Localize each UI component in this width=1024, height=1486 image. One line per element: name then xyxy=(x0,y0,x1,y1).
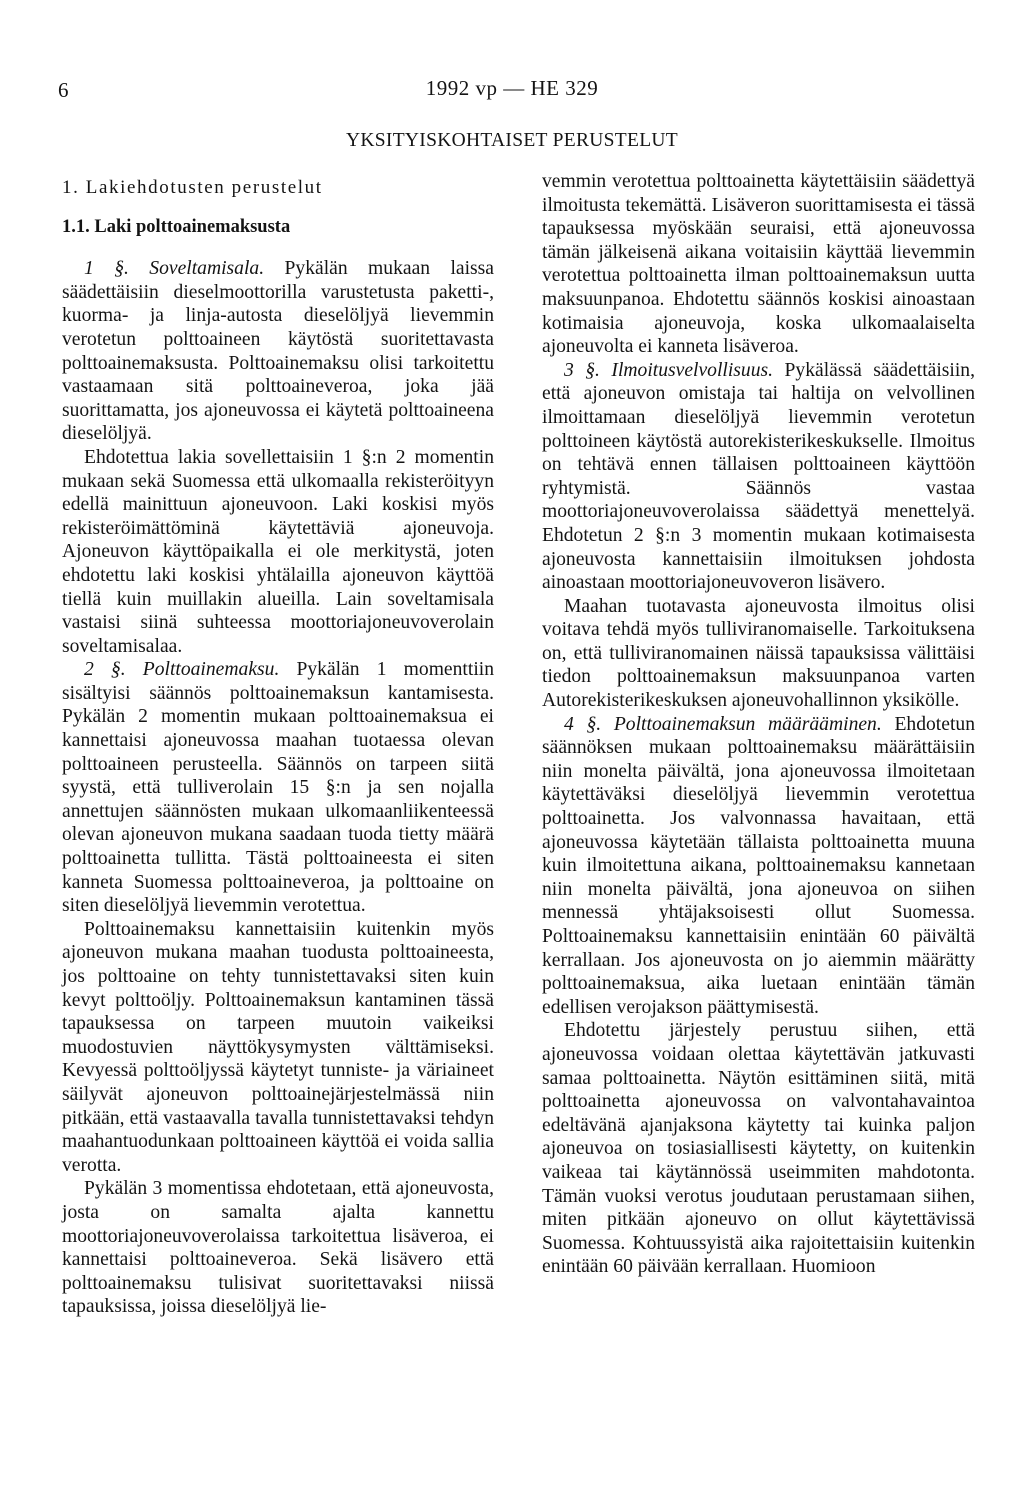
paragraph-arrangement: Ehdotettu järjestely perustuu siihen, että ajoneuvossa voidaan olettaa käytettävän jatkuvasti samaa polttoainetta. Näytön esittäminen siitä, mitä polttoainetta ajoneuvossa on valvontahavaintoa edeltävänä ajanjaksona käytetty tai kuinka paljon ajoneuvoa on tosiasiallisesti käytetty, on kuitenkin vaikeaa tai käytännössä useimmiten mahdotonta. Tämän vuoksi verotus joudutaan perustamaan siihen, miten pitkään ajoneuvo on ollut käytettävissä Suomessa. Kohtuussyistä aika rajoitettaisiin kuitenkin enintään 60 päivään kerrallaan. Huomioon xyxy=(542,1020,975,1278)
left-column xyxy=(62,170,494,1319)
paragraph-imported-fuel: Polttoainemaksu kannettaisiin kuitenkin myös ajoneuvon mukana maahan tuodusta polttoaineesta, jos polttoaine on tehty tunnistettavaksi siten kuin kevyt polttoöljy. Polttoainemaksun kantaminen tässä tapauksessa on tarpeen muutoin vaikeiksi muodostuvien näyttökysymysten välttämiseksi. Kevyessä polttoöljyssä käytetyt tunniste- ja väriaineet säilyvät ajoneuvon polttoainejärjestelmässä niin pitkään, että vastaavalla tavalla tunnistettavaksi tehdyn maahantuodunkaan polttoaineen käyttöä ei voida sallia verotta. xyxy=(62,918,494,1176)
section-1-text: Pykälän mukaan laissa säädettäisiin dieselmoottorilla varustetusta paketti-, kuorma- ja linja-autosta dieselöljyä lievemmin verotetun polttoaineen käytöstä suoritettavasta polttoainemaksusta. Polttoainemaksu olisi tarkoitettu vastaamaan sitä polttoaineveroa, joka jää suorittamatta, jos ajoneuvossa ei käytetä polttoaineena dieselöljyä. xyxy=(62,258,494,445)
paragraph-scope: Ehdotettua lakia sovellettaisiin 1 §:n 2 momentin mukaan sekä Suomessa että ulkomaalla rekisteröityyn edellä mainittuun ajoneuvoon. Laki koskisi myös rekisteröimättöminä käytettäviä ajoneuvoja. Ajoneuvon käyttöpaikalla ei ole merkitystä, joten ehdotettu laki koskisi yhtälailla ajoneuvon käyttöä tiellä kuin muillakin alueilla. Lain soveltamisala vastaisi siinä suhteessa moottoriajoneuvoverolain soveltamisalaa. xyxy=(62,446,494,657)
paragraph-section-2 xyxy=(62,658,494,918)
heading-lakiehdotusten-perustelut: 1. Lakiehdotusten perustelut xyxy=(62,177,323,198)
paragraph-customs: Maahan tuotavasta ajoneuvosta ilmoitus olisi voitava tehdä myös tulliviranomaiselle. Tarkoituksena on, että tulliviranomainen näissä tapauksissa välittäisi tiedon polttoainemaksun maksuunpanoa varten Autorekisterikeskuksen ajoneuvohallinnon yksikölle. xyxy=(542,595,975,712)
right-column xyxy=(542,170,975,1279)
paragraph-section-1 xyxy=(62,257,494,446)
running-head: 1992 vp — HE 329 xyxy=(425,76,599,100)
paragraph-moment-3: Pykälän 3 momentissa ehdotetaan, että ajoneuvosta, josta on samalta ajalta kannettu moottoriajoneuvoverolaissa tarkoitettua lisäveroa, ei kannettaisi polttoaineveroa. Sekä lisävero että polttoainemaksu tulisivat suoritettavaksi niissä tapauksissa, joissa dieselöljyä lie- xyxy=(62,1178,494,1318)
paragraph-section-3 xyxy=(542,359,975,595)
section-2-text: Pykälän 1 momenttiin sisältyisi säännös polttoainemaksun kantamisesta. Pykälän 2 momentin mukaan polttoainemaksua ei kannettaisi ajoneuvossa maahan tuotaessa olevan polttoaineen perusteella. Säännös on tarpeen siitä syystä, että tulliverolain 15 §:n ja sen nojalla annettujen säännösten mukaan ulkomaanliikenteessä olevan ajoneuvon mukana saadaan tuoda tietty määrä polttoainetta tullitta. Tästä polttoaineesta ei siten kanneta Suomessa polttoaineveroa, ja polttoaine on siten dieselöljyä lievemmin verotettua. xyxy=(62,659,495,917)
page-number: 6 xyxy=(58,78,69,102)
paragraph-continued: vemmin verotettua polttoainetta käytettäisiin säädettyä ilmoitusta tekemättä. Lisäveron suorittamisesta ei tässä tapauksessa myöskään seuraisi, että ajoneuvossa tämän jälkeisenä aikana voitaisiin käyttää lievemmin verotettua polttoainetta ilman polttoainemaksun uutta maksuunpanoa. Ehdotettu säännös koskisi ainoastaan kotimaisia ajoneuvoja, koska ulkomaalaiselta ajoneuvolta ei kanneta lisäveroa. xyxy=(542,171,975,358)
section-2-heading: 2 §. Polttoainemaksu. xyxy=(84,659,280,681)
paragraph-section-4 xyxy=(542,713,975,1020)
section-3-heading: 3 §. Ilmoitusvelvollisuus. xyxy=(564,359,774,381)
heading-laki-polttoainemaksusta: 1.1. Laki polttoainemaksusta xyxy=(62,216,291,237)
section-title: YKSITYISKOHTAISET PERUSTELUT xyxy=(345,130,679,151)
section-4-heading: 4 §. Polttoainemaksun määrääminen. xyxy=(564,713,882,735)
section-3-text: Pykälässä säädettäisiin, että ajoneuvon omistaja tai haltija on velvollinen ilmoittamaan dieselöljyä lievemmin verotetun polttoineen käytöstä autorekisterikeskukselle. Ilmoitus on tehtävä ennen tällaisen polttoaineen käyttöön ryhtymistä. Säännös vastaa moottoriajoneuvoverolaissa säädettyä menettelyä. Ehdotetun 2 §:n 3 momentin mukaan kotimaisesta ajoneuvosta kannettaisiin ilmoituksen johdosta ainoastaan moottoriajoneuvoveron lisävero. xyxy=(542,359,975,594)
section-1-heading: 1 §. Soveltamisala. xyxy=(84,258,265,280)
section-4-text: Ehdotetun säännöksen mukaan polttoainemaksu määrättäisiin niin monelta päivältä, jona ajoneuvossa ilmoitetaan käytettäväksi dieselöljyä lievemmin verotettua polttoainetta. Jos valvonnassa havaitaan, että ajoneuvossa käytetään tällaista polttoainetta muuna kuin ilmoitettuna aikana, polttoainemaksu kannetaan niin monelta päivältä, jona ajoneuvoa on siihen mennessä yhtäjaksoisesti ollut Suomessa. Polttoainemaksu kannettaisiin enintään 60 päivältä kerrallaan. Jos ajoneuvosta on jo aiemmin määrätty polttoainemaksua, aika luetaan enintään tämän edellisen verojakson päättymisestä. xyxy=(542,713,975,1018)
